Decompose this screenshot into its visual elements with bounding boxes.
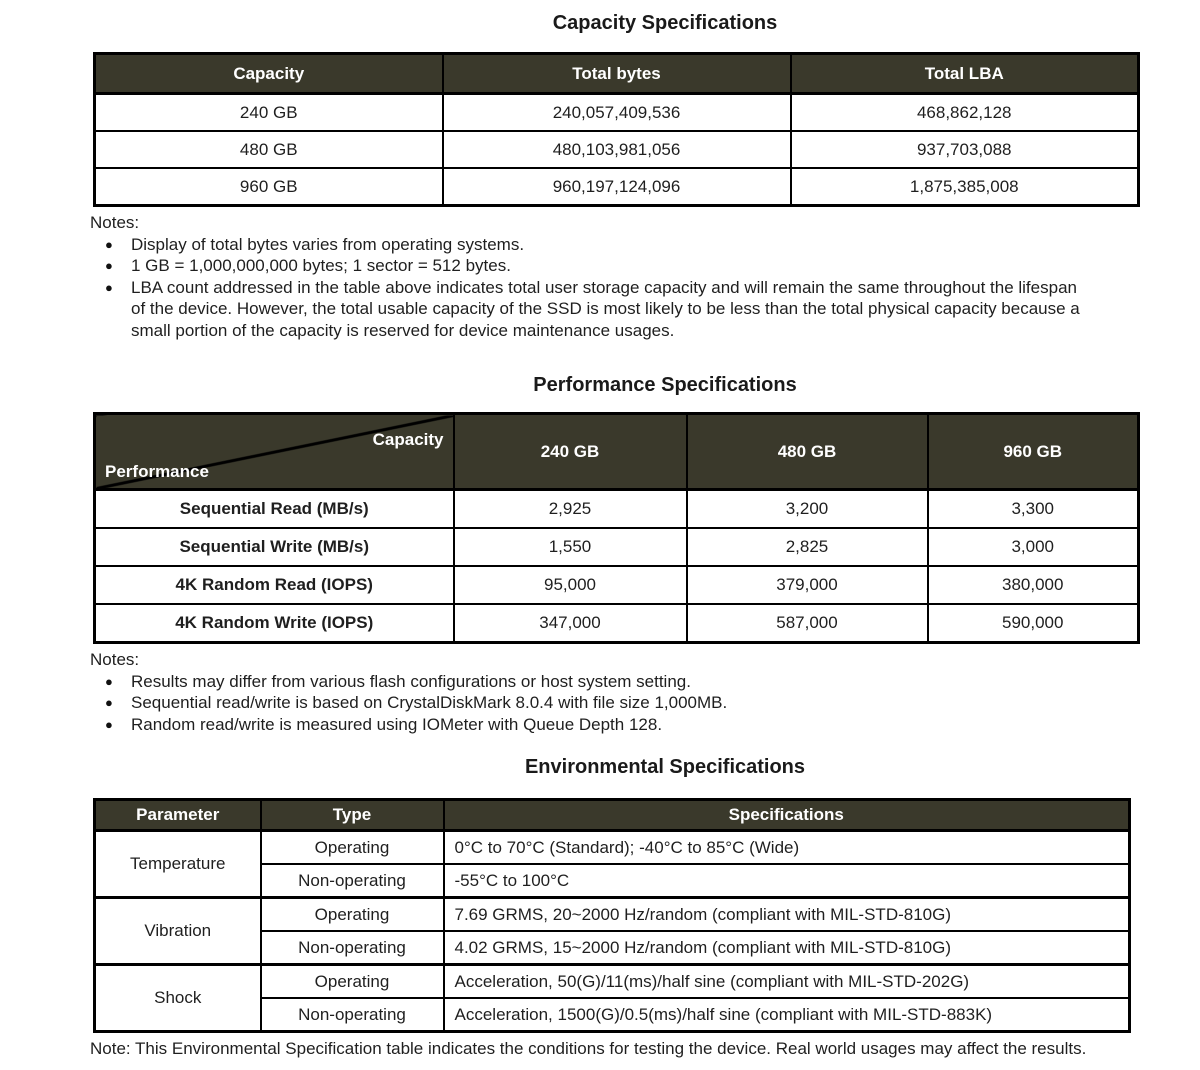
value-cell: 3,300 xyxy=(928,490,1139,529)
list-item xyxy=(93,255,1139,277)
bullet-icon: ● xyxy=(105,673,113,689)
diagonal-header-cell xyxy=(95,414,454,490)
environmental-table xyxy=(93,798,1131,1033)
value-cell: 2,825 xyxy=(687,528,928,566)
environmental-note: Note: This Environmental Specification table indicates the conditions for testing the device. Real world usages may affect the results. xyxy=(90,1039,1087,1058)
type-cell: Non-operating xyxy=(261,998,444,1032)
type-cell: Operating xyxy=(261,898,444,932)
capacity-section-title: Capacity Specifications xyxy=(552,12,778,34)
parameter-cell: Vibration xyxy=(95,898,261,965)
table-row xyxy=(95,566,1139,604)
bullet-icon: ● xyxy=(105,279,113,295)
value-cell: 3,000 xyxy=(928,528,1139,566)
spec-cell: Acceleration, 1500(G)/0.5(ms)/half sine (compliant with MIL-STD-883K) xyxy=(444,998,1130,1032)
spec-cell: 4.02 GRMS, 15~2000 Hz/random (compliant with MIL-STD-810G) xyxy=(444,931,1130,965)
table-row xyxy=(95,831,1130,865)
env-header-cell-type: Type xyxy=(261,800,444,831)
bullet-icon: ● xyxy=(105,695,113,710)
performance-header-cell-240gb: 240 GB xyxy=(454,414,687,490)
table-row xyxy=(95,604,1139,643)
table-row xyxy=(95,965,1130,999)
capacity-header-row xyxy=(95,54,1139,94)
total-bytes-cell: 240,057,409,536 xyxy=(443,94,791,132)
capacity-cell: 240 GB xyxy=(95,94,443,132)
total-lba-cell: 937,703,088 xyxy=(791,131,1139,168)
parameter-cell: Shock xyxy=(95,965,261,1032)
note-text: Random read/write is measured using IOMeter with Queue Depth 128. xyxy=(131,714,663,734)
performance-header-cell-480gb: 480 GB xyxy=(687,414,928,490)
total-bytes-cell: 480,103,981,056 xyxy=(443,131,791,168)
type-cell: Non-operating xyxy=(261,864,444,898)
table-row xyxy=(95,528,1139,566)
value-cell: 3,200 xyxy=(687,490,928,529)
notes-label: Notes: xyxy=(90,650,140,669)
performance-header-row xyxy=(95,414,1139,490)
value-cell: 95,000 xyxy=(454,566,687,604)
table-row xyxy=(95,131,1139,168)
note-text: Sequential read/write is based on CrystalDiskMark 8.0.4 with file size 1,000MB. xyxy=(131,693,728,712)
table-row xyxy=(95,168,1139,206)
performance-notes xyxy=(90,649,1139,735)
bullet-icon: ● xyxy=(105,258,113,273)
parameter-cell: Temperature xyxy=(95,831,261,898)
performance-row-label: 4K Random Read (IOPS) xyxy=(95,566,454,604)
type-cell: Operating xyxy=(261,831,444,865)
value-cell: 587,000 xyxy=(687,604,928,643)
list-item xyxy=(93,714,1139,736)
capacity-header-cell-total-lba: Total LBA xyxy=(791,54,1139,94)
note-text: Results may differ from various flash configurations or host system setting. xyxy=(131,671,691,691)
capacity-header-cell-total-bytes: Total bytes xyxy=(443,54,791,94)
type-cell: Non-operating xyxy=(261,931,444,965)
spec-cell: 7.69 GRMS, 20~2000 Hz/random (compliant with MIL-STD-810G) xyxy=(444,898,1130,932)
env-header-cell-specifications: Specifications xyxy=(444,800,1130,831)
performance-row-label: 4K Random Write (IOPS) xyxy=(95,604,454,643)
list-item xyxy=(93,277,1139,342)
list-item xyxy=(93,234,1139,256)
table-row xyxy=(95,898,1130,932)
bullet-icon: ● xyxy=(105,236,113,252)
environmental-section-title: Environmental Specifications xyxy=(524,756,806,778)
total-lba-cell: 468,862,128 xyxy=(791,94,1139,132)
diagonal-label-capacity: Capacity xyxy=(372,430,444,449)
diagonal-label-performance: Performance xyxy=(105,462,209,481)
environmental-header-row xyxy=(95,800,1130,831)
performance-row-label: Sequential Write (MB/s) xyxy=(95,528,454,566)
table-row xyxy=(95,490,1139,529)
capacity-cell: 960 GB xyxy=(95,168,443,206)
performance-table xyxy=(93,412,1140,644)
capacity-table xyxy=(93,52,1140,207)
capacity-cell: 480 GB xyxy=(95,131,443,168)
capacity-header-cell-capacity: Capacity xyxy=(95,54,443,94)
table-row xyxy=(95,94,1139,132)
performance-row-label: Sequential Read (MB/s) xyxy=(95,490,454,529)
spec-cell: Acceleration, 50(G)/11(ms)/half sine (compliant with MIL-STD-202G) xyxy=(444,965,1130,999)
bullet-icon: ● xyxy=(105,716,113,732)
value-cell: 1,550 xyxy=(454,528,687,566)
performance-section-title: Performance Specifications xyxy=(533,374,797,396)
total-bytes-cell: 960,197,124,096 xyxy=(443,168,791,206)
capacity-notes xyxy=(90,212,1139,341)
value-cell: 590,000 xyxy=(928,604,1139,643)
total-lba-cell: 1,875,385,008 xyxy=(791,168,1139,206)
value-cell: 347,000 xyxy=(454,604,687,643)
value-cell: 2,925 xyxy=(454,490,687,529)
note-text: LBA count addressed in the table above indicates total user storage capacity and will remain the same throughout the lifespan of the device. However, the total usable capacity of the SSD is most likely to be less than the total physical capacity because a small portion of the capacity is reserved for device maintenance usages. xyxy=(131,277,1080,340)
value-cell: 379,000 xyxy=(687,566,928,604)
spec-cell: -55°C to 100°C xyxy=(444,864,1130,898)
performance-header-cell-960gb: 960 GB xyxy=(928,414,1139,490)
list-item xyxy=(93,692,1139,714)
list-item xyxy=(93,671,1139,693)
notes-label: Notes: xyxy=(90,213,140,232)
type-cell: Operating xyxy=(261,965,444,999)
spec-cell: 0°C to 70°C (Standard); -40°C to 85°C (Wide) xyxy=(444,831,1130,865)
note-text: 1 GB = 1,000,000,000 bytes; 1 sector = 512 bytes. xyxy=(131,256,511,275)
env-header-cell-parameter: Parameter xyxy=(95,800,261,831)
note-text: Display of total bytes varies from operating systems. xyxy=(131,234,525,254)
value-cell: 380,000 xyxy=(928,566,1139,604)
